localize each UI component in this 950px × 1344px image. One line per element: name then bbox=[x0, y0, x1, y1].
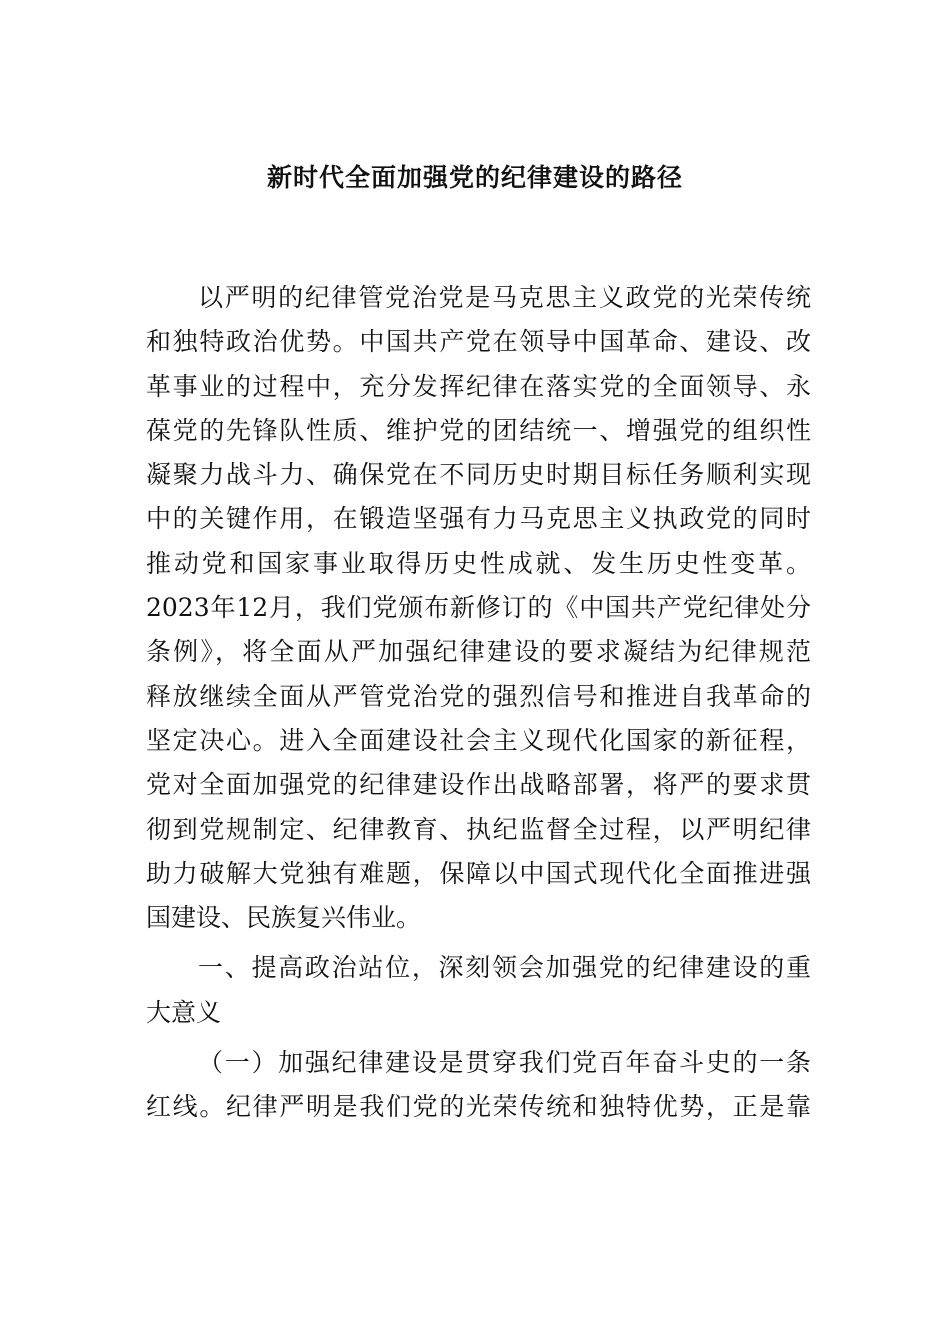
paragraph-line: 坚定决心。进入全面建设社会主义现代化国家的新征程， bbox=[146, 725, 811, 755]
paragraph-line: 和独特政治优势。中国共产党在领导中国革命、建设、改 bbox=[146, 327, 811, 357]
paragraph-subsection-1 bbox=[146, 1041, 811, 1130]
paragraph-line: 国建设、民族复兴伟业。 bbox=[146, 903, 422, 933]
paragraph-line: 中的关键作用，在锻造坚强有力马克思主义执政党的同时 bbox=[146, 504, 811, 534]
paragraph-line: 助力破解大党独有难题，保障以中国式现代化全面推进强 bbox=[146, 858, 811, 888]
paragraph-line: 推动党和国家事业取得历史性成就、发生历史性变革。 bbox=[146, 548, 811, 578]
paragraph-line: 彻到党规制定、纪律教育、执纪监督全过程，以严明纪律 bbox=[146, 814, 811, 844]
heading-line: 一、提高政治站位，深刻领会加强党的纪律建设的重 bbox=[198, 953, 811, 983]
paragraph-line: 葆党的先锋队性质、维护党的团结统一、增强党的组织性 bbox=[146, 415, 811, 445]
paragraph-line: （一）加强纪律建设是贯穿我们党百年奋斗史的一条 bbox=[198, 1048, 811, 1078]
paragraph-line: 凝聚力战斗力、确保党在不同历史时期目标任务顺利实现 bbox=[146, 460, 811, 490]
heading-line: 大意义 bbox=[146, 997, 222, 1027]
paragraph-line: 党对全面加强党的纪律建设作出战略部署，将严的要求贯 bbox=[146, 770, 811, 800]
paragraph-line: 革事业的过程中，充分发挥纪律在落实党的全面领导、永 bbox=[146, 371, 811, 401]
paragraph-line: 条例》，将全面从严加强纪律建设的要求凝结为纪律规范 bbox=[146, 637, 811, 667]
paragraph-intro bbox=[146, 276, 811, 940]
paragraph-line: 红线。纪律严明是我们党的光荣传统和独特优势，正是靠 bbox=[146, 1092, 811, 1122]
paragraph-line: 释放继续全面从严管党治党的强烈信号和推进自我革命的 bbox=[146, 681, 811, 711]
section-heading-1 bbox=[146, 946, 811, 1035]
paragraph-line: 2023年12月，我们党颁布新修订的《中国共产党纪律处分 bbox=[146, 593, 811, 623]
document-body bbox=[146, 276, 811, 1130]
document-title: 新时代全面加强党的纪律建设的路径 bbox=[266, 163, 683, 192]
paragraph-line: 以严明的纪律管党治党是马克思主义政党的光荣传统 bbox=[198, 283, 811, 312]
